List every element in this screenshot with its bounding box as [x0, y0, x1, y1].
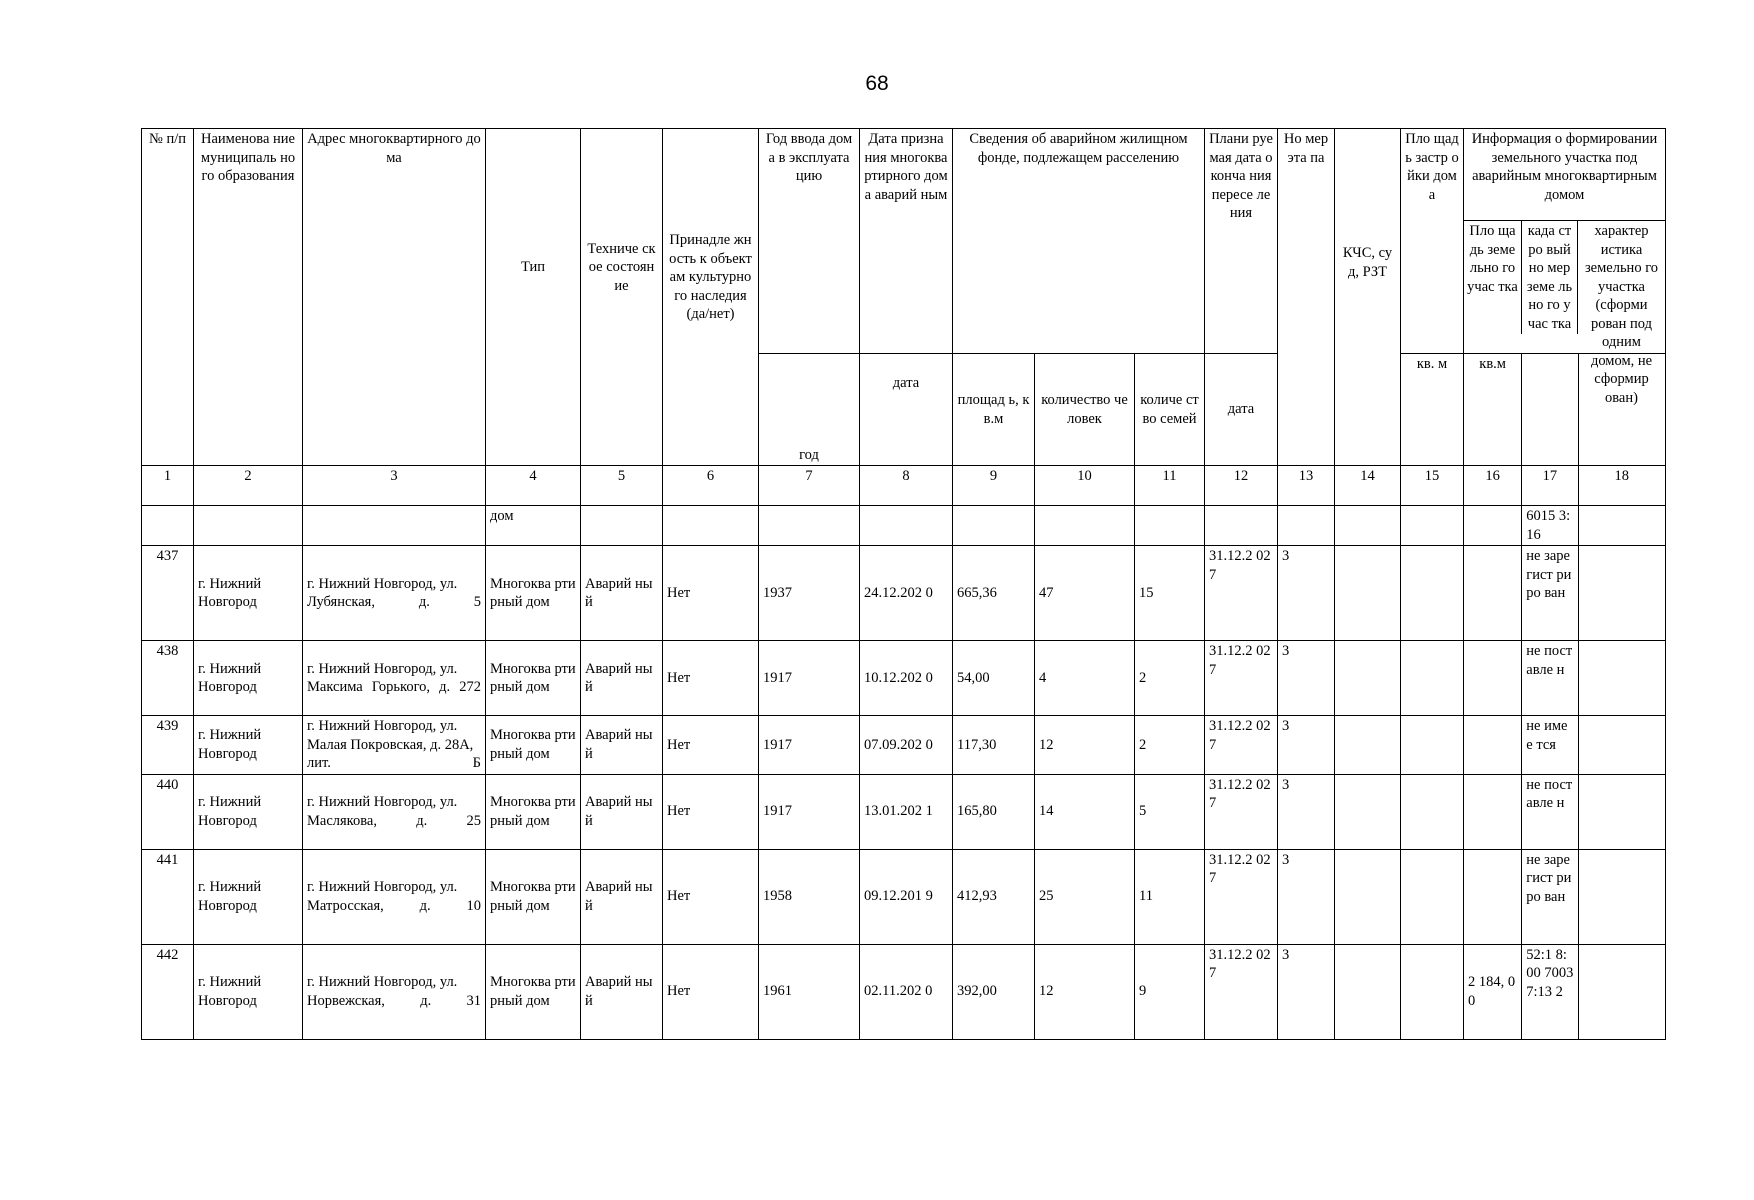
header-sub-land-area: кв.м — [1464, 354, 1522, 466]
header-cell-municipality: Наименова ние муниципаль ного образования — [194, 129, 303, 466]
table-row — [142, 849, 1666, 944]
table-cell-type: Многоква ртирный дом — [486, 641, 581, 716]
table-cell-stage: 3 — [1278, 546, 1335, 641]
table-cell — [194, 506, 303, 546]
header-sub-planned-date: дата — [1205, 354, 1278, 466]
table-cell-municipality: г. Нижний Новгород — [194, 774, 303, 849]
header-sub-building-area: кв. м — [1401, 354, 1464, 466]
table-cell-num: 439 — [142, 716, 194, 775]
table-cell-plan-date: 31.12.2 027 — [1205, 774, 1278, 849]
table-cell-address: г. Нижний Новгород, ул. Матросская, д. 10 — [303, 849, 486, 944]
header-cell-stage: Но мер эта па — [1278, 129, 1335, 466]
table-cell-num: 438 — [142, 641, 194, 716]
header-sub-cadastral — [1522, 354, 1578, 466]
table-cell-families: 9 — [1135, 944, 1205, 1039]
table-cell-year: 1917 — [759, 716, 860, 775]
table-cell-plan-date: 31.12.2 027 — [1205, 546, 1278, 641]
table-cell-cadastral: не заре гист риро ван — [1522, 849, 1578, 944]
table-cell-families: 2 — [1135, 716, 1205, 775]
table-cell — [142, 506, 194, 546]
table-cell-condition: Аварий ный — [581, 546, 663, 641]
table-cell-characteristic — [1578, 944, 1665, 1039]
table-cell-year: 1917 — [759, 641, 860, 716]
table-cell-build-area — [1401, 641, 1464, 716]
table-cell-heritage: Нет — [663, 716, 759, 775]
table-cell-land-area — [1464, 546, 1522, 641]
table-cell — [953, 506, 1035, 546]
table-cell-municipality: г. Нижний Новгород — [194, 944, 303, 1039]
page-number: 68 — [865, 72, 889, 95]
table-cell-type: Многоква ртирный дом — [486, 774, 581, 849]
table-cell-municipality: г. Нижний Новгород — [194, 546, 303, 641]
column-number-cell: 5 — [581, 466, 663, 506]
table-cell-stage: 3 — [1278, 774, 1335, 849]
table-cell-address: г. Нижний Новгород, ул. Маслякова, д. 25 — [303, 774, 486, 849]
table-cell-characteristic — [1578, 849, 1665, 944]
table-cell-stage: 3 — [1278, 716, 1335, 775]
column-number-cell: 1 — [142, 466, 194, 506]
table-cell — [1464, 506, 1522, 546]
table-cell-kchs — [1335, 849, 1401, 944]
table-cell — [1205, 506, 1278, 546]
table-cell-families: 11 — [1135, 849, 1205, 944]
table-cell-heritage: Нет — [663, 944, 759, 1039]
header-cell-families: количе ство семей — [1135, 354, 1205, 466]
table-cell-condition: Аварий ный — [581, 716, 663, 775]
column-number-cell: 14 — [1335, 466, 1401, 506]
column-number-cell: 4 — [486, 466, 581, 506]
table-cell-year: 1958 — [759, 849, 860, 944]
table-cell — [303, 506, 486, 546]
column-number-cell: 16 — [1464, 466, 1522, 506]
land-info-title: Информация о формировании земельного участка под аварийным многоквартирным домом — [1464, 129, 1665, 221]
table-cell-type: Многоква ртирный дом — [486, 546, 581, 641]
table-row — [142, 716, 1666, 775]
column-number-row — [142, 466, 1666, 506]
table-cell-date: 02.11.202 0 — [860, 944, 953, 1039]
table-cell-condition: Аварий ный — [581, 641, 663, 716]
table-cell-condition: Аварий ный — [581, 774, 663, 849]
column-number-cell: 6 — [663, 466, 759, 506]
table-cell-families: 2 — [1135, 641, 1205, 716]
table-cell-address: г. Нижний Новгород, ул. Лубянская, д. 5 — [303, 546, 486, 641]
column-number-cell: 13 — [1278, 466, 1335, 506]
table-cell — [759, 506, 860, 546]
table-cell-kchs — [1335, 774, 1401, 849]
table-cell-stage: 3 — [1278, 849, 1335, 944]
table-cell-date: 13.01.202 1 — [860, 774, 953, 849]
header-cell-characteristic: характер истика земельно го участка (сформи рован под одним домом, не сформир ован) — [1584, 223, 1659, 406]
header-cell-planned-date: Плани руемая дата оконча ния пересе ления — [1205, 129, 1278, 354]
table-cell-address: г. Нижний Новгород, ул. Малая Покровская, д. 28А, лит. Б — [303, 716, 486, 775]
header-row-1 — [142, 129, 1666, 354]
table-cell-land-area — [1464, 774, 1522, 849]
header-sub-date: дата — [860, 354, 953, 466]
table-cell-cadastral: не заре гист риро ван — [1522, 546, 1578, 641]
column-number-cell: 2 — [194, 466, 303, 506]
table-cell-kchs — [1335, 546, 1401, 641]
table-cell-land-area: 2 184, 00 — [1464, 944, 1522, 1039]
table-cell — [1335, 506, 1401, 546]
table-cell-characteristic — [1578, 546, 1665, 641]
table-cell-stage: 3 — [1278, 641, 1335, 716]
table-cell-build-area — [1401, 546, 1464, 641]
table-cell-kchs — [1335, 716, 1401, 775]
table-cell-families: 15 — [1135, 546, 1205, 641]
table-cell — [860, 506, 953, 546]
table-cell — [1135, 506, 1205, 546]
header-cell-cadastral: када стро вый но мер земе льно го учас тка — [1522, 221, 1578, 334]
header-cell-building-area: Пло щадь застр ойки дома — [1401, 129, 1464, 354]
table-cell-type: Многоква ртирный дом — [486, 716, 581, 775]
table-cell-area: 665,36 — [953, 546, 1035, 641]
table-cell-date: 07.09.202 0 — [860, 716, 953, 775]
table-cell-plan-date: 31.12.2 027 — [1205, 849, 1278, 944]
table-cell — [1278, 506, 1335, 546]
table-cell-land-area — [1464, 849, 1522, 944]
table-cell-families: 5 — [1135, 774, 1205, 849]
column-number-cell: 3 — [303, 466, 486, 506]
table-cell-year: 1961 — [759, 944, 860, 1039]
table-cell — [663, 506, 759, 546]
table-cell — [581, 506, 663, 546]
table-cell-people: 12 — [1035, 944, 1135, 1039]
table-cell-plan-date: 31.12.2 027 — [1205, 716, 1278, 775]
table-cell-num: 441 — [142, 849, 194, 944]
table-cell-kchs — [1335, 944, 1401, 1039]
column-number-cell: 11 — [1135, 466, 1205, 506]
table-cell-condition: Аварий ный — [581, 944, 663, 1039]
table-cell-land-area — [1464, 641, 1522, 716]
table-cell-num: 442 — [142, 944, 194, 1039]
table-cell — [1578, 506, 1665, 546]
header-cell-date: Дата призна ния многоква ртирного дома аварий ным — [860, 129, 953, 354]
table-cell-municipality: г. Нижний Новгород — [194, 849, 303, 944]
table-cell — [1401, 506, 1464, 546]
table-cell-characteristic — [1578, 641, 1665, 716]
table-row — [142, 774, 1666, 849]
header-cell-number: № п/п — [142, 129, 194, 466]
table-cell-area: 117,30 — [953, 716, 1035, 775]
table-cell-characteristic — [1578, 774, 1665, 849]
table-cell-heritage: Нет — [663, 774, 759, 849]
table-cell-municipality: г. Нижний Новгород — [194, 716, 303, 775]
table-cell-year: 1917 — [759, 774, 860, 849]
column-number-cell: 8 — [860, 466, 953, 506]
table-cell-people: 25 — [1035, 849, 1135, 944]
column-number-cell: 12 — [1205, 466, 1278, 506]
table-cell-address: г. Нижний Новгород, ул. Норвежская, д. 31 — [303, 944, 486, 1039]
header-sub-year: год — [759, 354, 860, 466]
header-cell-area: площад ь, кв.м — [953, 354, 1035, 466]
table-cell-characteristic — [1578, 716, 1665, 775]
table-cell-area: 392,00 — [953, 944, 1035, 1039]
table-cell-people: 12 — [1035, 716, 1135, 775]
column-number-cell: 15 — [1401, 466, 1464, 506]
column-number-cell: 9 — [953, 466, 1035, 506]
table-cell-area: 412,93 — [953, 849, 1035, 944]
table-cell: 6015 3:16 — [1522, 506, 1578, 546]
table-cell-people: 4 — [1035, 641, 1135, 716]
resettlement-table — [141, 128, 1666, 1040]
header-cell-people: количество человек — [1035, 354, 1135, 466]
table-cell-build-area — [1401, 944, 1464, 1039]
table-row — [142, 944, 1666, 1039]
table-cell-num: 437 — [142, 546, 194, 641]
table-cell-type: Многоква ртирный дом — [486, 944, 581, 1039]
column-number-cell: 10 — [1035, 466, 1135, 506]
table-cell — [1035, 506, 1135, 546]
header-cell-type: Тип — [486, 129, 581, 466]
table-cell-date: 09.12.201 9 — [860, 849, 953, 944]
table-cell-date: 24.12.202 0 — [860, 546, 953, 641]
table-cell-plan-date: 31.12.2 027 — [1205, 641, 1278, 716]
table-cell-people: 14 — [1035, 774, 1135, 849]
table-cell-cadastral: не пост авле н — [1522, 641, 1578, 716]
table-row — [142, 546, 1666, 641]
table-cell-date: 10.12.202 0 — [860, 641, 953, 716]
column-number-cell: 7 — [759, 466, 860, 506]
header-cell-emergency-housing: Сведения об аварийном жилищном фонде, подлежащем расселению — [953, 129, 1205, 354]
table-cell: дом — [486, 506, 581, 546]
table-cell-area: 165,80 — [953, 774, 1035, 849]
table-row — [142, 641, 1666, 716]
table-cell-plan-date: 31.12.2 027 — [1205, 944, 1278, 1039]
table-cell-heritage: Нет — [663, 546, 759, 641]
table-cell-people: 47 — [1035, 546, 1135, 641]
table-cell-kchs — [1335, 641, 1401, 716]
table-cell-cadastral: не имее тся — [1522, 716, 1578, 775]
header-cell-year: Год ввода дома в эксплуата цию — [759, 129, 860, 354]
table-cell-cadastral: 52:1 8:00 7003 7:13 2 — [1522, 944, 1578, 1039]
header-cell-land-area: Пло щадь земе льно го учас тка — [1464, 221, 1522, 334]
column-number-cell: 18 — [1578, 466, 1665, 506]
column-number-cell: 17 — [1522, 466, 1578, 506]
table-cell-build-area — [1401, 849, 1464, 944]
table-cell-heritage: Нет — [663, 849, 759, 944]
table-cell-build-area — [1401, 716, 1464, 775]
table-cell-condition: Аварий ный — [581, 849, 663, 944]
table-cell-cadastral: не пост авле н — [1522, 774, 1578, 849]
table-cell-build-area — [1401, 774, 1464, 849]
table-cell-num: 440 — [142, 774, 194, 849]
continuation-row — [142, 506, 1666, 546]
header-cell-address: Адрес многоквартирного дома — [303, 129, 486, 466]
table-cell-land-area — [1464, 716, 1522, 775]
table-cell-year: 1937 — [759, 546, 860, 641]
table-cell-address: г. Нижний Новгород, ул. Максима Горького, д. 272 — [303, 641, 486, 716]
table-cell-municipality: г. Нижний Новгород — [194, 641, 303, 716]
table-cell-stage: 3 — [1278, 944, 1335, 1039]
table-cell-area: 54,00 — [953, 641, 1035, 716]
table-cell-heritage: Нет — [663, 641, 759, 716]
header-cell-heritage: Принадле жность к объектам культурно го наследия (да/нет) — [663, 129, 759, 466]
header-cell-condition: Техниче ское состоян ие — [581, 129, 663, 466]
header-cell-kchs: КЧС, суд, РЗТ — [1335, 129, 1401, 466]
table-cell-type: Многоква ртирный дом — [486, 849, 581, 944]
